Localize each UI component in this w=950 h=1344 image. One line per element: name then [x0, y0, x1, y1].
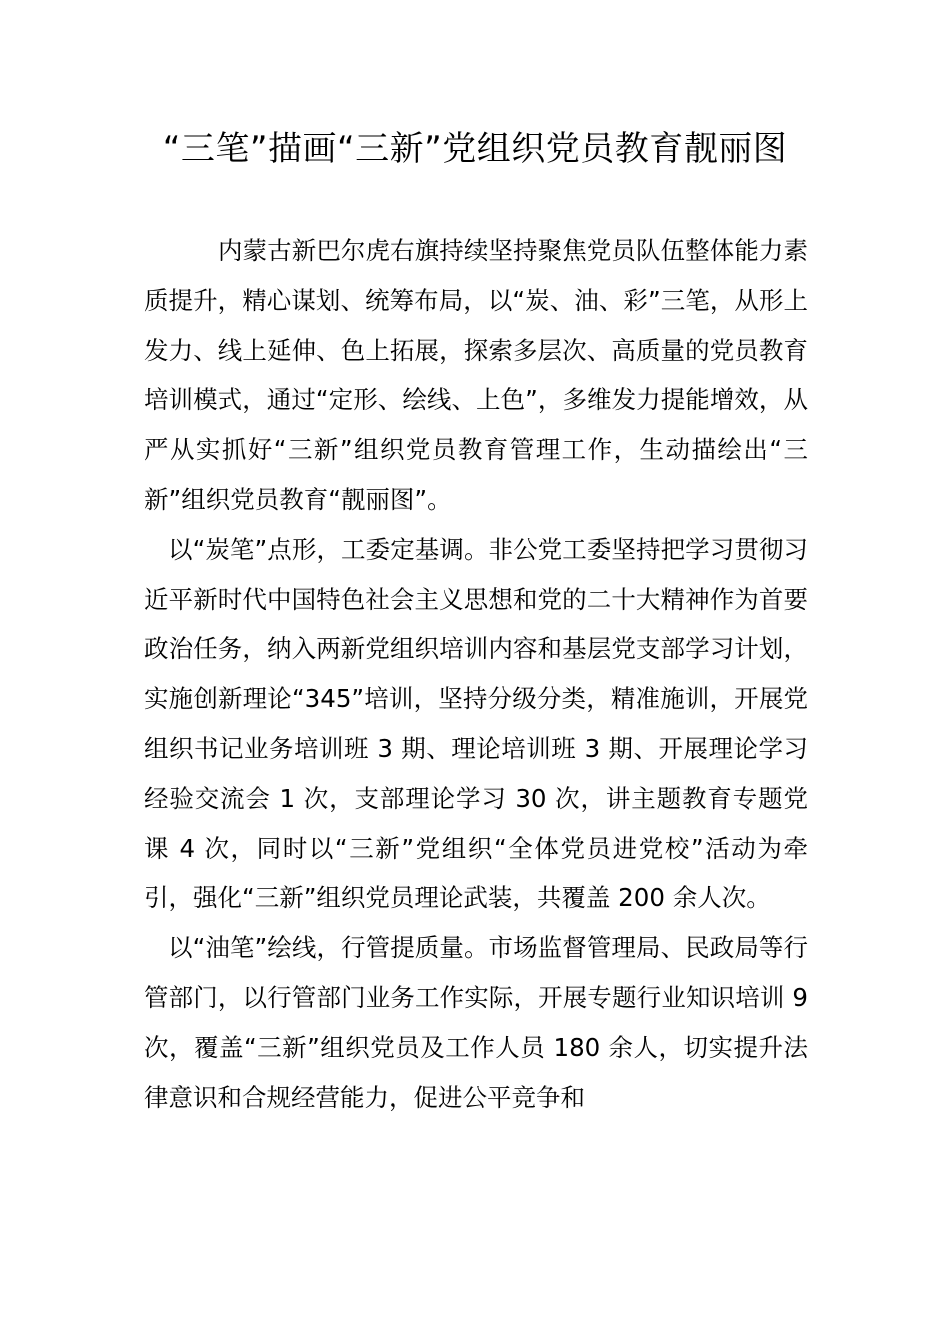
- paragraph-intro: 内蒙古新巴尔虎右旗持续坚持聚焦党员队伍整体能力素质提升，精心谋划、统筹布局，以“炭、油、彩”三笔，从形上发力、线上延伸、色上拓展，探索多层次、高质量的党员教育培训模式，通过“定形、绘线、上色”，多维发力提能增效，从严从实抓好“三新”组织党员教育管理工作，生动描绘出“三新”组织党员教育“靓丽图”。: [144, 236, 808, 514]
- paragraph-oil-pen: 以“油笔”绘线，行管提质量。市场监督管理局、民政局等行管部门，以行管部门业务工作实际，开展专题行业知识培训 9 次，覆盖“三新”组织党员及工作人员 180 余人，切实提升法律意识和合规经营能力，促进公平竞争和: [144, 933, 808, 1112]
- paragraph-charcoal-pen: 以“炭笔”点形，工委定基调。非公党工委坚持把学习贯彻习近平新时代中国特色社会主义思想和党的二十大精神作为首要政治任务，纳入两新党组织培训内容和基层党支部学习计划，实施创新理论“345”培训，坚持分级分类，精准施训，开展党组织书记业务培训班 3 期、理论培训班 3 期、开展理论学习经验交流会 1 次，支部理论学习 30 次，讲主题教育专题党课 4 次，同时以“三新”党组织“全体党员进党校”活动为牵引，强化“三新”组织党员理论武装，共覆盖 200 余人次。: [144, 534, 808, 913]
- document-title: “三笔”描画“三新”党组织党员教育靓丽图: [162, 129, 788, 169]
- document-body: [144, 226, 808, 1122]
